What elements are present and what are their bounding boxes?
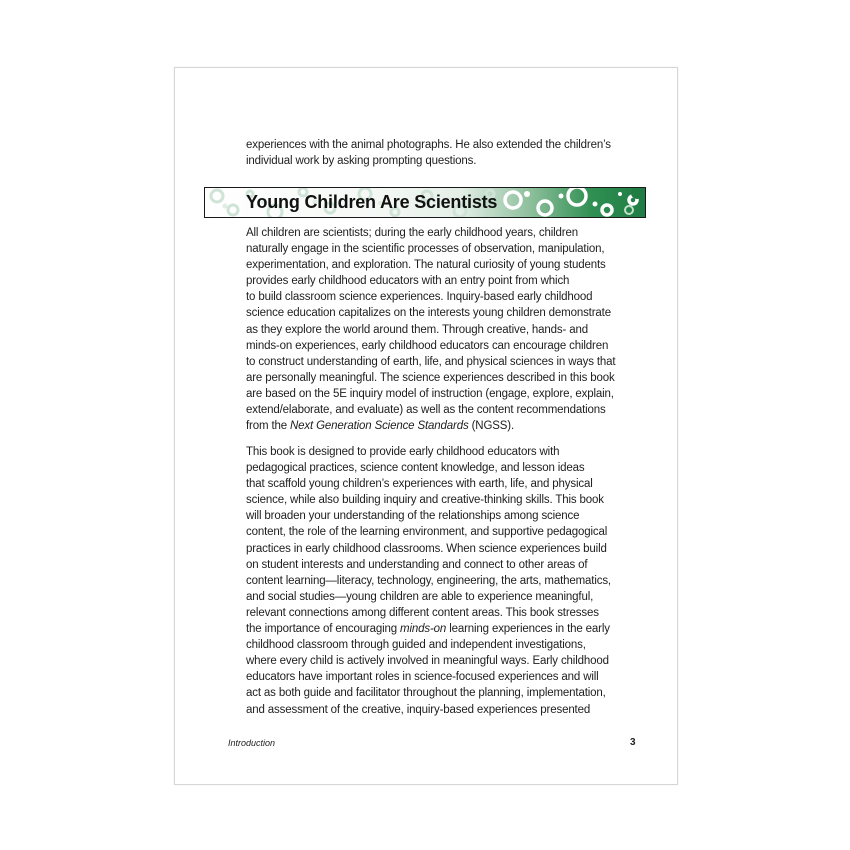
text-fragment: the importance of encouraging <box>246 623 401 636</box>
text-line: minds-on experiences, early childhood educators can encourage children <box>246 339 609 352</box>
text-line: This book is designed to provide early childhood educators with <box>246 446 560 458</box>
text-line: that scaffold young children’s experiences with earth, life, and physical <box>246 478 593 491</box>
text-line: extend/elaborate, and evaluate) as well as the content recommendations <box>246 404 606 417</box>
text-line: experimentation, and exploration. The natural curiosity of young students <box>246 259 606 272</box>
text-line: provides early childhood educators with an entry point from which <box>246 275 570 288</box>
text-line: individual work by asking prompting questions. <box>246 155 477 168</box>
text-line: content learning—literacy, technology, engineering, the arts, mathematics, <box>246 574 611 587</box>
text-line: science, while also building inquiry and creative-thinking skills. This book <box>246 494 604 507</box>
text-line: where every child is actively involved in meaningful ways. Early childhood <box>246 655 609 668</box>
text-line: naturally engage in the scientific processes of observation, manipulation, <box>246 243 605 256</box>
text-line: childhood classroom through guided and independent investigations, <box>246 639 586 652</box>
paragraph-1 <box>246 225 616 434</box>
minds-on-italic: minds-on <box>400 623 447 636</box>
text-line: on student interests and understanding and connect to other areas of <box>246 558 588 571</box>
text-line: experiences with the animal photographs. He also extended the children’s <box>246 139 611 151</box>
section-heading: Young Children Are Scientists <box>246 192 498 212</box>
text-line-with-citation <box>246 418 608 434</box>
text-line: to build classroom science experiences. Inquiry-based early childhood <box>246 291 593 304</box>
text-line: content, the role of the learning environment, and supportive pedagogical <box>246 526 608 539</box>
text-line: pedagogical practices, science content knowledge, and lesson ideas <box>246 462 585 475</box>
text-fragment: from the <box>246 420 291 433</box>
text-line: All children are scientists; during the early childhood years, children <box>246 227 578 239</box>
footer-section-label: Introduction <box>228 738 276 748</box>
text-line: act as both guide and facilitator throughout the planning, implementation, <box>246 687 606 700</box>
text-line: will broaden your understanding of the relationships among science <box>246 510 580 523</box>
text-line: are based on the 5E inquiry model of instruction (engage, explore, explain, <box>246 387 614 400</box>
intro-paragraph <box>246 137 611 169</box>
text-line: educators have important roles in science-focused experiences and will <box>246 671 599 684</box>
section-heading-banner <box>204 187 646 218</box>
text-fragment: learning experiences in the early <box>446 623 610 636</box>
text-line: science education capitalizes on the interests young children demonstrate <box>246 307 611 320</box>
text-line: and assessment of the creative, inquiry-based experiences presented <box>246 703 591 716</box>
paragraph-2 <box>246 444 611 718</box>
text-fragment: (NGSS). <box>468 420 515 433</box>
text-line: relevant connections among different content areas. This book stresses <box>246 606 599 619</box>
text-line-with-emphasis <box>246 621 608 637</box>
text-line: practices in early childhood classrooms. When science experiences build <box>246 542 607 555</box>
page-number: 3 <box>630 737 636 748</box>
text-line: and social studies—young children are able to experience meaningful, <box>246 590 594 603</box>
standards-title-italic: Next Generation Science Standards <box>290 420 469 433</box>
text-line: are personally meaningful. The science experiences described in this book <box>246 371 615 384</box>
text-line: to construct understanding of earth, life, and physical sciences in ways that <box>246 355 616 368</box>
text-line: as they explore the world around them. Through creative, hands- and <box>246 323 588 336</box>
